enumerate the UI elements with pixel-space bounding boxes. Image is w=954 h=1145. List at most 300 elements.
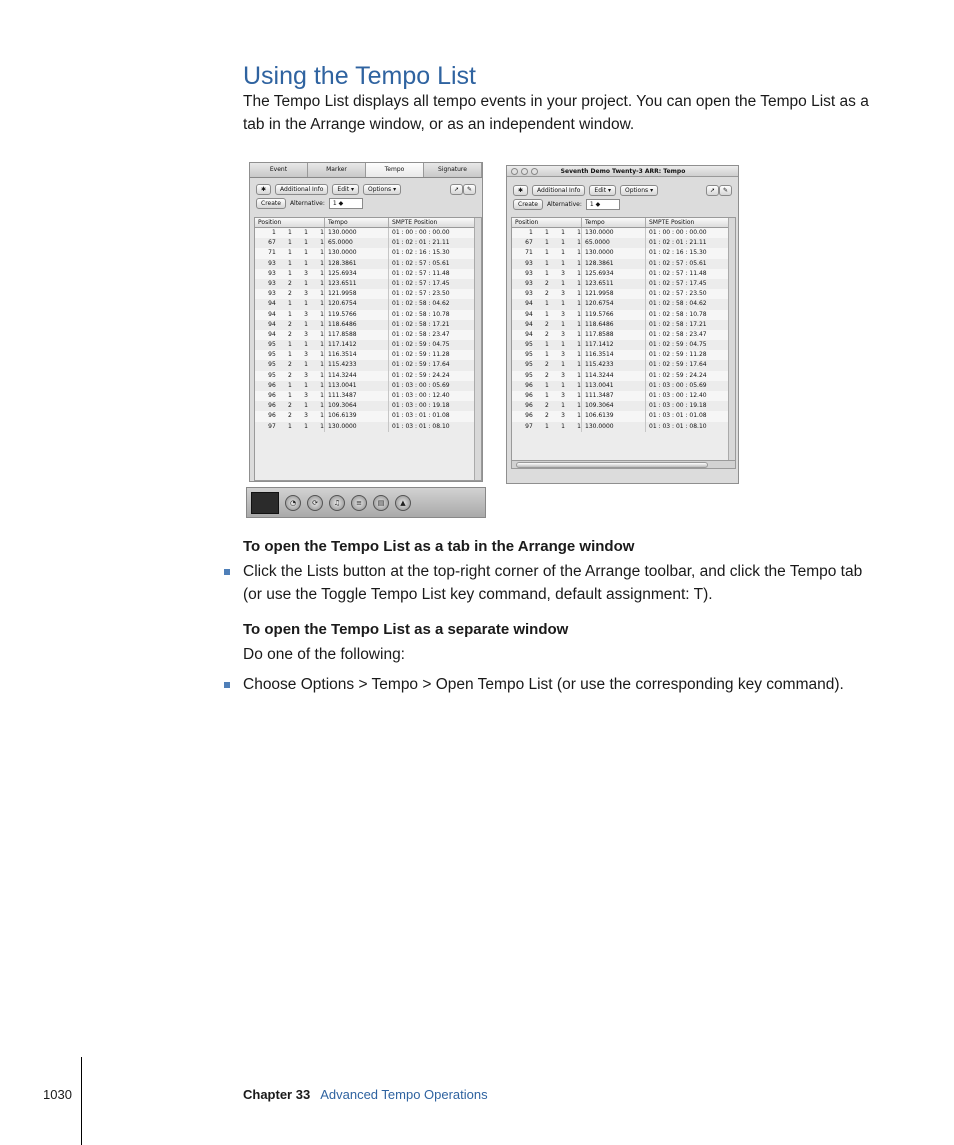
position-div: 1 xyxy=(304,279,308,287)
cell-tempo: 117.1412 xyxy=(582,340,646,350)
alternative-select[interactable]: 1 ◆ xyxy=(329,198,363,209)
position-bar: 94 xyxy=(525,330,533,338)
cell-smpte: 01 : 02 : 57 : 17.45 xyxy=(649,279,707,287)
cell-tempo: 65.0000 xyxy=(325,238,389,248)
cell-smpte: 01 : 03 : 00 : 12.40 xyxy=(392,392,450,399)
cell-smpte: 01 : 02 : 58 : 10.78 xyxy=(392,310,450,318)
catch-button[interactable] xyxy=(513,185,528,196)
position-beat: 1 xyxy=(288,300,292,308)
position-bar: 95 xyxy=(268,341,276,349)
table-row[interactable] xyxy=(255,340,481,350)
window-toolbar-row2 xyxy=(507,197,738,211)
alternative-label: Alternative: xyxy=(289,199,325,207)
position-div: 1 xyxy=(561,361,565,369)
cell-position xyxy=(255,320,325,330)
table-row[interactable] xyxy=(512,360,735,370)
position-bar: 95 xyxy=(525,371,533,379)
tempo-list-table xyxy=(254,217,482,481)
cell-smpte: 01 : 02 : 59 : 17.64 xyxy=(649,361,707,369)
cell-smpte: 01 : 03 : 00 : 05.69 xyxy=(649,381,707,389)
window-title: Seventh Demo Twenty-3 ARR: Tempo xyxy=(560,167,686,175)
cell-tempo: 130.0000 xyxy=(582,228,646,238)
position-div: 1 xyxy=(304,259,308,267)
position-div: 3 xyxy=(561,290,565,298)
position-beat: 1 xyxy=(288,392,292,399)
position-tick: 1 xyxy=(577,269,581,277)
arrange-list-panel xyxy=(249,162,483,482)
table-row[interactable] xyxy=(255,259,481,269)
cell-position xyxy=(255,411,325,421)
list-toolbar-row2 xyxy=(250,196,482,210)
table-row[interactable] xyxy=(512,350,735,360)
catch-icon: ✱ xyxy=(261,185,267,193)
chevron-down-icon: ▾ xyxy=(393,185,397,193)
position-bar: 93 xyxy=(268,269,276,277)
pointer-icon: ➚ xyxy=(709,186,715,194)
table-row[interactable] xyxy=(255,310,481,320)
cell-position xyxy=(512,371,582,381)
table-row[interactable] xyxy=(255,360,481,370)
tempo-list-window-screenshot xyxy=(506,165,739,484)
list-tabs xyxy=(250,163,482,178)
position-div: 1 xyxy=(304,341,308,349)
position-bar: 95 xyxy=(268,361,276,369)
cell-smpte: 01 : 02 : 58 : 17.21 xyxy=(649,320,707,328)
position-bar: 71 xyxy=(525,249,533,257)
cell-position xyxy=(255,299,325,309)
table-row[interactable] xyxy=(255,248,481,258)
table-row[interactable] xyxy=(512,422,735,432)
options-menu-label: Options xyxy=(367,185,392,193)
position-tick: 1 xyxy=(577,361,581,369)
tool-buttons xyxy=(706,185,732,196)
edit-menu[interactable] xyxy=(332,184,359,195)
cell-smpte: 01 : 02 : 16 : 15.30 xyxy=(649,249,707,257)
cell-tempo: 123.6511 xyxy=(325,279,389,289)
create-button[interactable]: Create xyxy=(513,199,543,210)
cell-position xyxy=(255,340,325,350)
cell-smpte: 01 : 02 : 58 : 04.62 xyxy=(392,300,450,308)
cell-tempo: 130.0000 xyxy=(325,248,389,258)
position-bar: 95 xyxy=(525,341,533,349)
table-row[interactable] xyxy=(512,310,735,320)
col-smpte[interactable]: SMPTE Position xyxy=(389,218,481,227)
position-bar: 94 xyxy=(268,310,276,318)
cell-tempo: 115.4233 xyxy=(325,360,389,370)
position-div: 3 xyxy=(561,330,565,338)
position-div: 1 xyxy=(561,279,565,287)
browser-button[interactable] xyxy=(395,495,411,511)
chevron-down-icon: ▾ xyxy=(650,186,654,194)
position-div: 3 xyxy=(304,330,308,338)
position-beat: 2 xyxy=(288,330,292,338)
horizontal-scroll-thumb[interactable] xyxy=(516,462,708,468)
catch-icon: ✱ xyxy=(518,186,524,194)
cell-position xyxy=(255,279,325,289)
col-smpte[interactable]: SMPTE Position xyxy=(646,218,735,227)
position-tick: 1 xyxy=(577,341,581,349)
cell-smpte: 01 : 02 : 59 : 24.24 xyxy=(649,371,707,379)
table-header xyxy=(255,218,481,228)
table-row[interactable] xyxy=(255,228,481,238)
cell-smpte: 01 : 02 : 57 : 23.50 xyxy=(392,290,450,298)
table-row[interactable] xyxy=(255,391,481,401)
cell-position xyxy=(512,381,582,391)
position-bar: 93 xyxy=(268,279,276,287)
position-beat: 1 xyxy=(288,229,292,236)
position-bar: 94 xyxy=(525,320,533,328)
footer-divider xyxy=(81,1057,82,1145)
position-tick: 1 xyxy=(577,259,581,267)
cell-smpte: 01 : 02 : 57 : 23.50 xyxy=(649,290,707,298)
alternative-label: Alternative: xyxy=(546,200,582,208)
cell-tempo: 130.0000 xyxy=(325,228,389,238)
chapter-title: Advanced Tempo Operations xyxy=(320,1087,488,1102)
tempo-list-table xyxy=(511,217,736,461)
cell-smpte: 01 : 03 : 01 : 08.10 xyxy=(392,422,450,430)
table-row[interactable] xyxy=(255,289,481,299)
table-row[interactable] xyxy=(255,422,481,432)
position-bar: 1 xyxy=(528,229,533,236)
table-row[interactable] xyxy=(512,411,735,421)
cell-smpte: 01 : 02 : 58 : 04.62 xyxy=(649,300,707,308)
position-beat: 2 xyxy=(545,361,549,369)
catch-button[interactable] xyxy=(256,184,271,195)
position-beat: 1 xyxy=(545,310,549,318)
cell-tempo: 118.6486 xyxy=(582,320,646,330)
cell-tempo: 111.3487 xyxy=(582,391,646,401)
position-beat: 2 xyxy=(545,402,549,410)
cell-position xyxy=(255,259,325,269)
cell-tempo: 65.0000 xyxy=(582,238,646,248)
cell-position xyxy=(512,330,582,340)
position-bar: 93 xyxy=(268,259,276,267)
chapter-label: Chapter 33 xyxy=(243,1087,311,1102)
cell-tempo: 125.6934 xyxy=(325,269,389,279)
position-bar: 96 xyxy=(268,402,276,410)
table-header xyxy=(512,218,735,228)
table-row[interactable] xyxy=(255,371,481,381)
arrange-toolbar xyxy=(246,487,486,518)
cell-smpte: 01 : 02 : 58 : 17.21 xyxy=(392,320,450,328)
media-button[interactable] xyxy=(329,495,345,511)
position-tick: 1 xyxy=(577,381,581,389)
col-position[interactable]: Position xyxy=(512,218,582,227)
position-bar: 96 xyxy=(525,412,533,420)
cell-tempo: 125.6934 xyxy=(582,269,646,279)
position-tick: 1 xyxy=(577,249,581,257)
cell-tempo: 117.8588 xyxy=(582,330,646,340)
table-row[interactable] xyxy=(512,330,735,340)
tab-marker[interactable]: Marker xyxy=(308,163,366,177)
cell-position xyxy=(255,350,325,360)
table-row[interactable] xyxy=(255,350,481,360)
additional-info-button[interactable]: Additional Info xyxy=(532,185,585,196)
position-beat: 1 xyxy=(288,249,292,257)
vertical-scrollbar[interactable] xyxy=(474,218,481,480)
section2-bullet: Choose Options > Tempo > Open Tempo List (or use the corresponding key command). xyxy=(243,676,844,693)
metronome-icon: ◔ xyxy=(289,498,297,507)
position-tick: 1 xyxy=(577,330,581,338)
position-tick: 1 xyxy=(577,402,581,410)
table-row[interactable] xyxy=(512,391,735,401)
tab-signature[interactable]: Signature xyxy=(424,163,482,177)
cell-tempo: 115.4233 xyxy=(582,360,646,370)
options-menu[interactable] xyxy=(620,185,658,196)
position-bar: 93 xyxy=(525,269,533,277)
pointer-icon: ➚ xyxy=(453,185,459,193)
position-beat: 1 xyxy=(288,259,292,267)
section1-bullet: Click the Lists button at the top-right corner of the Arrange toolbar, and click the Tempo tab (or use the Toggle Tempo List key command, default assignment: T). xyxy=(243,563,863,603)
position-beat: 2 xyxy=(545,279,549,287)
position-beat: 2 xyxy=(545,320,549,328)
tool-buttons xyxy=(450,184,476,195)
position-div: 1 xyxy=(304,239,308,247)
position-div: 1 xyxy=(304,249,308,257)
close-window-button[interactable] xyxy=(511,168,518,175)
table-row[interactable] xyxy=(512,279,735,289)
position-bar: 93 xyxy=(525,259,533,267)
cell-smpte: 01 : 03 : 00 : 12.40 xyxy=(649,392,707,399)
edit-menu-label: Edit xyxy=(594,186,607,194)
pencil-icon: ✎ xyxy=(722,186,728,194)
metronome-button[interactable] xyxy=(285,495,301,511)
position-div: 3 xyxy=(561,412,565,420)
position-bar: 71 xyxy=(268,249,276,257)
position-tick: 1 xyxy=(320,392,324,399)
table-row[interactable] xyxy=(255,330,481,340)
position-beat: 2 xyxy=(545,412,549,420)
table-row[interactable] xyxy=(512,238,735,248)
position-bar: 67 xyxy=(525,239,533,247)
position-bar: 96 xyxy=(268,381,276,389)
position-tick: 1 xyxy=(320,269,324,277)
table-row[interactable] xyxy=(255,381,481,391)
table-row[interactable] xyxy=(512,228,735,238)
cell-smpte: 01 : 02 : 58 : 23.47 xyxy=(392,330,450,338)
cell-smpte: 01 : 02 : 58 : 10.78 xyxy=(649,310,707,318)
cell-smpte: 01 : 02 : 59 : 24.24 xyxy=(392,371,450,379)
cell-position xyxy=(255,228,325,238)
list-toolbar-row1 xyxy=(250,182,482,196)
pointer-tool-button[interactable] xyxy=(706,185,719,196)
position-bar: 94 xyxy=(525,300,533,308)
position-div: 3 xyxy=(561,351,565,359)
position-bar: 94 xyxy=(268,330,276,338)
cell-tempo: 106.6139 xyxy=(325,411,389,421)
position-beat: 2 xyxy=(288,320,292,328)
vertical-scrollbar[interactable] xyxy=(728,218,735,460)
cell-tempo: 106.6139 xyxy=(582,411,646,421)
table-row[interactable] xyxy=(512,299,735,309)
position-beat: 1 xyxy=(545,351,549,359)
position-tick: 1 xyxy=(320,320,324,328)
table-row[interactable] xyxy=(512,259,735,269)
position-div: 3 xyxy=(561,310,565,318)
position-beat: 2 xyxy=(288,290,292,298)
table-row[interactable] xyxy=(512,371,735,381)
position-beat: 1 xyxy=(288,381,292,389)
position-beat: 1 xyxy=(545,422,549,430)
pointer-tool-button[interactable] xyxy=(450,184,463,195)
horizontal-scrollbar[interactable] xyxy=(511,460,736,469)
cell-tempo: 116.3514 xyxy=(582,350,646,360)
table-row[interactable] xyxy=(512,381,735,391)
cell-position xyxy=(512,310,582,320)
table-row[interactable] xyxy=(255,401,481,411)
alternative-select[interactable]: 1 ◆ xyxy=(586,199,620,210)
zoom-window-button[interactable] xyxy=(531,168,538,175)
cell-position xyxy=(255,360,325,370)
position-div: 1 xyxy=(561,300,565,308)
browser-icon: ▲ xyxy=(400,498,406,507)
position-tick: 1 xyxy=(320,351,324,359)
cell-position xyxy=(255,248,325,258)
table-row[interactable] xyxy=(512,340,735,350)
position-div: 3 xyxy=(304,290,308,298)
col-tempo[interactable]: Tempo xyxy=(582,218,646,227)
table-row[interactable] xyxy=(512,248,735,258)
position-bar: 1 xyxy=(271,229,276,236)
window-controls xyxy=(511,168,538,175)
position-tick: 1 xyxy=(577,392,581,399)
col-position[interactable]: Position xyxy=(255,218,325,227)
position-beat: 1 xyxy=(545,229,549,236)
create-button[interactable]: Create xyxy=(256,198,286,209)
position-bar: 96 xyxy=(525,402,533,410)
table-row[interactable] xyxy=(255,411,481,421)
position-tick: 1 xyxy=(577,310,581,318)
position-tick: 1 xyxy=(320,361,324,369)
position-tick: 1 xyxy=(320,229,324,236)
position-tick: 1 xyxy=(577,300,581,308)
footer-chapter xyxy=(243,1087,488,1102)
position-tick: 1 xyxy=(320,402,324,410)
cell-position xyxy=(512,228,582,238)
cell-position xyxy=(255,381,325,391)
lists-button[interactable] xyxy=(351,495,367,511)
tab-tempo[interactable]: Tempo xyxy=(366,163,424,177)
cell-tempo: 130.0000 xyxy=(582,248,646,258)
edit-menu[interactable] xyxy=(589,185,616,196)
table-row[interactable] xyxy=(255,269,481,279)
cell-position xyxy=(255,422,325,432)
chevron-down-icon: ▾ xyxy=(350,185,354,193)
cell-tempo: 118.6486 xyxy=(325,320,389,330)
cell-position xyxy=(512,350,582,360)
position-tick: 1 xyxy=(320,330,324,338)
position-div: 3 xyxy=(304,371,308,379)
cell-smpte: 01 : 03 : 01 : 08.10 xyxy=(649,422,707,430)
additional-info-button[interactable]: Additional Info xyxy=(275,184,328,195)
col-tempo[interactable]: Tempo xyxy=(325,218,389,227)
position-bar: 94 xyxy=(525,310,533,318)
cell-position xyxy=(255,401,325,411)
section1-heading: To open the Tempo List as a tab in the Arrange window xyxy=(243,538,635,555)
table-row[interactable] xyxy=(255,279,481,289)
notes-button[interactable] xyxy=(373,495,389,511)
page-title: Using the Tempo List xyxy=(243,62,476,90)
tab-event[interactable]: Event xyxy=(250,163,308,177)
window-titlebar xyxy=(507,166,738,177)
position-div: 1 xyxy=(304,229,308,236)
position-div: 1 xyxy=(561,229,565,236)
cell-smpte: 01 : 03 : 00 : 19.18 xyxy=(392,402,450,410)
table-row[interactable] xyxy=(255,238,481,248)
cell-tempo: 121.9958 xyxy=(325,289,389,299)
cell-position xyxy=(255,371,325,381)
table-row[interactable] xyxy=(255,320,481,330)
position-tick: 1 xyxy=(320,310,324,318)
options-menu[interactable] xyxy=(363,184,401,195)
cell-smpte: 01 : 02 : 57 : 05.61 xyxy=(649,259,707,267)
cycle-button[interactable] xyxy=(307,495,323,511)
media-icon: ♫ xyxy=(333,498,341,507)
cell-position xyxy=(512,248,582,258)
position-tick: 1 xyxy=(320,300,324,308)
lists-icon: ≡ xyxy=(356,498,362,507)
position-beat: 1 xyxy=(545,381,549,389)
table-row[interactable] xyxy=(512,401,735,411)
position-bar: 97 xyxy=(525,422,533,430)
position-bar: 93 xyxy=(525,279,533,287)
position-beat: 2 xyxy=(545,330,549,338)
cell-smpte: 01 : 02 : 16 : 15.30 xyxy=(392,249,450,257)
table-row[interactable] xyxy=(512,320,735,330)
cell-smpte: 01 : 02 : 01 : 21.11 xyxy=(649,239,707,247)
position-div: 1 xyxy=(561,402,565,410)
position-div: 1 xyxy=(304,320,308,328)
position-beat: 1 xyxy=(545,300,549,308)
table-row[interactable] xyxy=(512,289,735,299)
cell-position xyxy=(512,289,582,299)
pencil-tool-button[interactable] xyxy=(719,185,732,196)
position-tick: 1 xyxy=(320,371,324,379)
alternative-value: 1 xyxy=(589,200,594,208)
table-row[interactable] xyxy=(255,299,481,309)
position-bar: 67 xyxy=(268,239,276,247)
position-bar: 96 xyxy=(268,392,276,399)
section2-lead: Do one of the following: xyxy=(243,646,405,663)
cell-tempo: 128.3861 xyxy=(325,259,389,269)
cell-smpte: 01 : 02 : 59 : 04.75 xyxy=(392,341,450,349)
cell-position xyxy=(255,289,325,299)
cell-smpte: 01 : 02 : 59 : 11.28 xyxy=(649,351,707,359)
cell-position xyxy=(255,238,325,248)
position-div: 3 xyxy=(561,269,565,277)
position-beat: 1 xyxy=(545,392,549,399)
section2-heading: To open the Tempo List as a separate window xyxy=(243,621,569,638)
cell-position xyxy=(512,360,582,370)
intro-paragraph: The Tempo List displays all tempo events in your project. You can open the Tempo List as a tab in the Arrange window, or as an independent window. xyxy=(243,93,869,133)
minimize-window-button[interactable] xyxy=(521,168,528,175)
position-tick: 1 xyxy=(577,239,581,247)
cell-tempo: 116.3514 xyxy=(325,350,389,360)
pencil-tool-button[interactable] xyxy=(463,184,476,195)
position-beat: 2 xyxy=(288,279,292,287)
position-bar: 96 xyxy=(268,412,276,420)
cell-tempo: 114.3244 xyxy=(325,371,389,381)
cell-tempo: 120.6754 xyxy=(325,299,389,309)
table-row[interactable] xyxy=(512,269,735,279)
table-body xyxy=(512,228,735,432)
cell-smpte: 01 : 03 : 01 : 01.08 xyxy=(649,412,707,420)
position-div: 3 xyxy=(304,351,308,359)
position-beat: 1 xyxy=(288,269,292,277)
position-div: 3 xyxy=(304,310,308,318)
notes-icon: ▤ xyxy=(377,498,385,507)
options-menu-label: Options xyxy=(624,186,649,194)
